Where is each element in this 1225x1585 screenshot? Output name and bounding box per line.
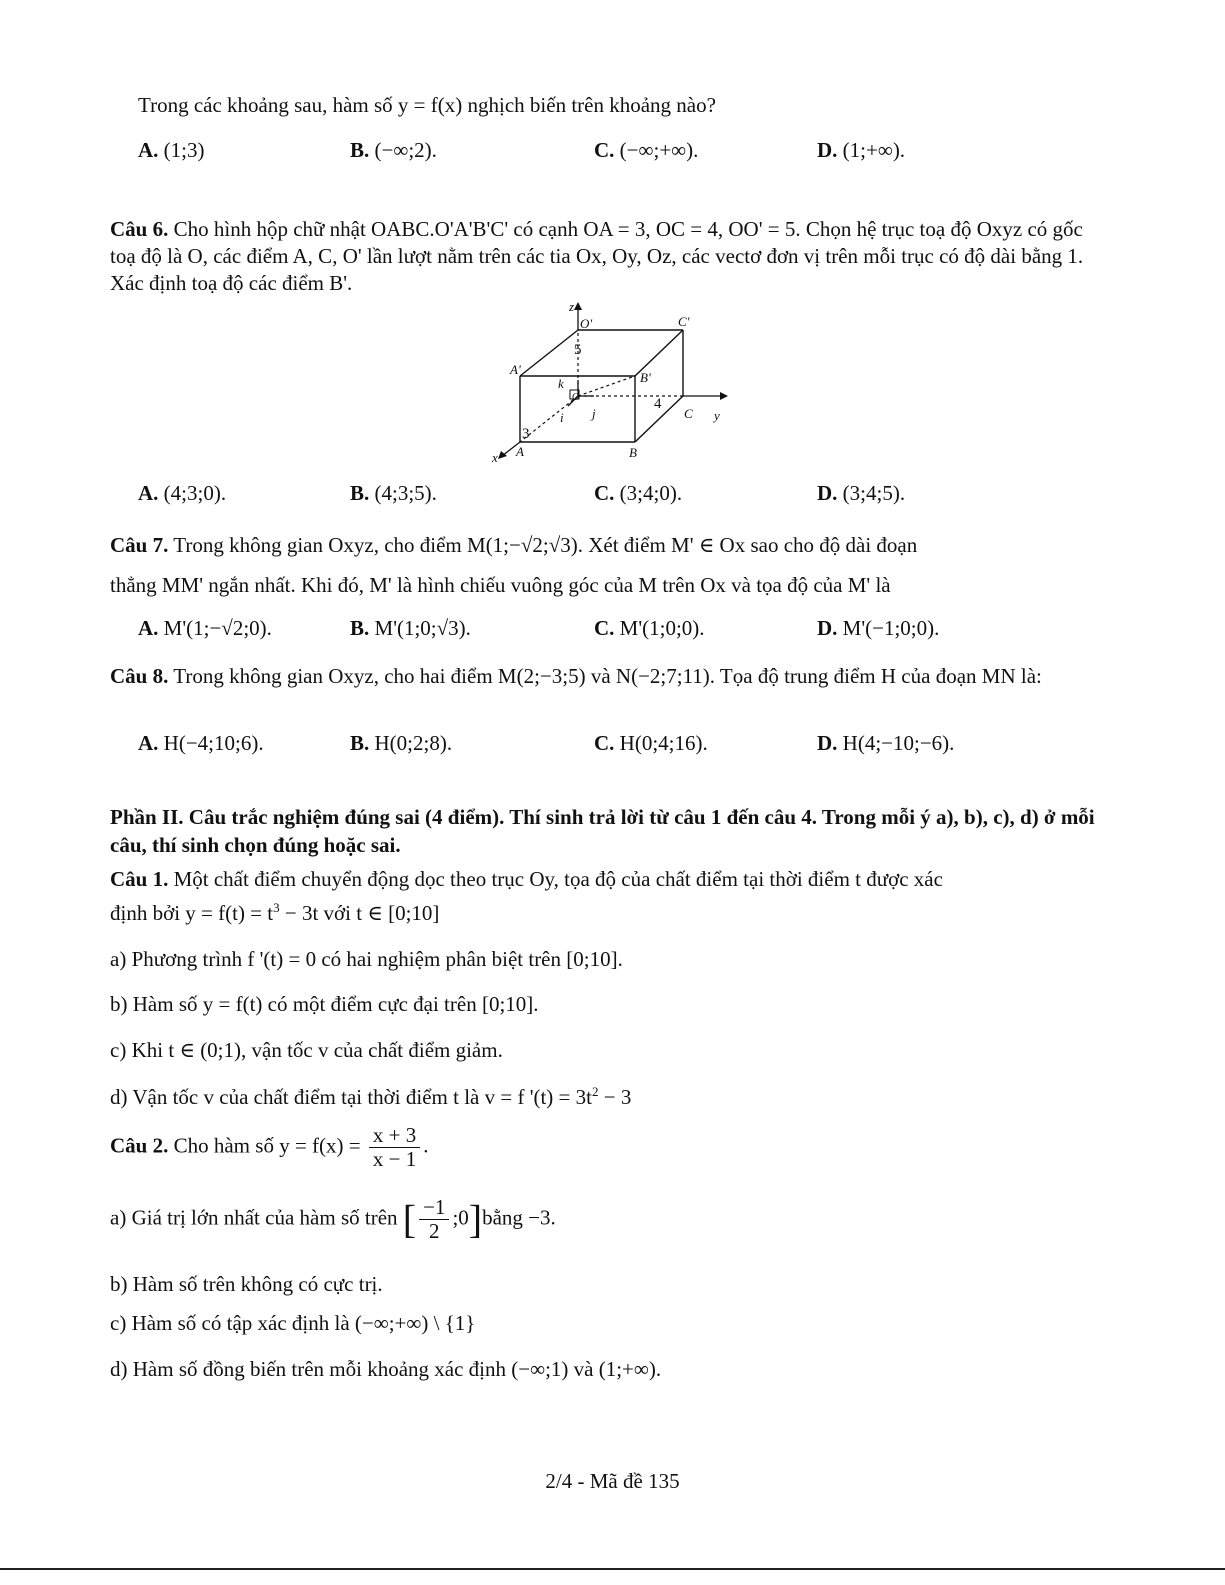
axis-label-y: y	[714, 408, 720, 423]
option-label: B.	[350, 481, 370, 505]
p2q2-item-d: d) Hàm số đồng biến trên mỗi khoảng xác định (−∞;1) và (1;+∞).	[110, 1357, 662, 1381]
q8-option-d	[817, 730, 954, 756]
vertex-c-top: C'	[678, 314, 690, 329]
option-label: C.	[594, 731, 615, 755]
period: .	[423, 1133, 429, 1158]
exponent: 2	[591, 1084, 599, 1099]
q6-option-d	[817, 480, 905, 506]
vertex-c: C	[684, 406, 693, 421]
question-text: Trong không gian Oxyz, cho hai điểm M(2;−3;5) và N(−2;7;11). Tọa độ trung điểm H của đoạn MN là:	[173, 664, 1042, 688]
option-label: B.	[350, 731, 370, 755]
option-label: C.	[594, 481, 615, 505]
q6-option-c	[594, 480, 682, 506]
vector-k: k	[558, 376, 564, 391]
fraction-numerator: x + 3	[369, 1124, 420, 1148]
bracket-right: ]	[468, 1196, 483, 1242]
question-label: Câu 8.	[110, 664, 169, 688]
option-text: H(4;−10;−6).	[842, 731, 955, 755]
option-text: (1;3)	[163, 138, 205, 162]
interval-end: ;0	[452, 1205, 469, 1230]
p2q2-stem	[110, 1124, 1110, 1171]
edge-number-4: 4	[654, 396, 662, 412]
question-text: Một chất điểm chuyển động dọc theo trục Oy, tọa độ của chất điểm tại thời điểm t được xác	[173, 867, 943, 891]
option-label: A.	[138, 481, 159, 505]
line-text: − 3t với t ∈ [0;10]	[279, 901, 440, 925]
q7-option-b	[350, 615, 471, 641]
vector-j: j	[592, 406, 596, 421]
vector-i: i	[560, 410, 564, 425]
q7-line2: thẳng MM' ngắn nhất. Khi đó, M' là hình chiếu vuông góc của M trên Ox và tọa độ của M' là	[110, 573, 891, 597]
axis-label-x: x	[492, 450, 498, 465]
option-label: B.	[350, 138, 370, 162]
option-label: D.	[817, 616, 838, 640]
q6-option-a	[138, 480, 226, 506]
option-text: M'(1;0;√3).	[374, 616, 471, 640]
question-label: Câu 6.	[110, 217, 169, 241]
item-text: bằng −3.	[482, 1205, 556, 1230]
q6-stem	[110, 216, 1100, 297]
vertex-o-top: O'	[580, 316, 593, 331]
question-label: Câu 1.	[110, 867, 169, 891]
q8-stem	[110, 662, 1100, 690]
q7-option-a	[138, 615, 272, 641]
option-text: M'(1;0;0).	[619, 616, 705, 640]
line-text: d) Vận tốc v của chất điểm tại thời điểm t là v = f '(t) = 3t	[110, 1085, 592, 1109]
q7-line1	[110, 532, 1110, 558]
option-text: M'(1;−√2;0).	[163, 616, 272, 640]
option-text: (4;3;5).	[374, 481, 437, 505]
option-label: C.	[594, 616, 615, 640]
question-label: Câu 2.	[110, 1133, 169, 1158]
option-label: B.	[350, 616, 370, 640]
question-label: Câu 7.	[110, 533, 169, 557]
option-text: (−∞;+∞).	[619, 138, 699, 162]
q8-option-b	[350, 730, 452, 756]
option-text: (3;4;5).	[842, 481, 906, 505]
part2-heading: Phần II. Câu trắc nghiệm đúng sai (4 điểm). Thí sinh trả lời từ câu 1 đến câu 4. Trong mỗi ý a), b), c), d) ở mỗi câu, thí sinh chọn đúng hoặc sai.	[110, 805, 1095, 857]
p2q1-line2	[110, 900, 1110, 926]
fraction-denominator: x − 1	[372, 1147, 417, 1172]
vertex-b-top: B'	[640, 370, 651, 385]
option-text: H(0;2;8).	[374, 731, 453, 755]
q5-option-c	[594, 137, 698, 163]
q5-option-a	[138, 137, 205, 163]
q5-option-b	[350, 137, 437, 163]
question-text: Cho hình hộp chữ nhật OABC.O'A'B'C' có cạnh OA = 3, OC = 4, OO' = 5. Chọn hệ trục toạ độ Oxyz có gốc toạ độ là O, các điểm A, C, O' lần lượt nằm trên các tia Ox, Oy, Oz, các vectơ đơn vị trên mỗi trục có độ dài bằng 1. Xác định toạ độ các điểm B'.	[110, 217, 1084, 295]
q6-option-b	[350, 480, 437, 506]
fraction-numerator: −1	[419, 1196, 449, 1220]
p2q1-item-a: a) Phương trình f '(t) = 0 có hai nghiệm phân biệt trên [0;10].	[110, 947, 623, 971]
option-text: M'(−1;0;0).	[842, 616, 940, 640]
option-text: (−∞;2).	[374, 138, 437, 162]
p2q2-item-a	[110, 1196, 1110, 1243]
option-label: D.	[817, 481, 838, 505]
option-label: D.	[817, 731, 838, 755]
p2q1-item-b: b) Hàm số y = f(t) có một điểm cực đại trên [0;10].	[110, 992, 539, 1016]
option-text: (4;3;0).	[163, 481, 227, 505]
axis-label-z: z	[569, 299, 575, 314]
fraction	[369, 1124, 420, 1171]
cuboid-figure	[488, 296, 748, 471]
p2q2-item-c: c) Hàm số có tập xác định là (−∞;+∞) \ {1}	[110, 1311, 476, 1335]
q5-option-d	[817, 137, 905, 163]
option-label: A.	[138, 731, 159, 755]
exponent: 3	[273, 900, 280, 915]
q5-stem: Trong các khoảng sau, hàm số y = f(x) nghịch biến trên khoảng nào?	[138, 93, 716, 117]
q8-option-c	[594, 730, 708, 756]
p2q1-item-c: c) Khi t ∈ (0;1), vận tốc v của chất điểm giảm.	[110, 1038, 503, 1062]
bracket-left: [	[402, 1196, 417, 1242]
option-text: (3;4;0).	[619, 481, 683, 505]
question-text: Cho hàm số y = f(x) =	[173, 1133, 361, 1158]
vertex-b: B	[629, 445, 637, 460]
p2q1-line1	[110, 866, 1110, 892]
option-label: A.	[138, 138, 159, 162]
question-text: Trong không gian Oxyz, cho điểm M(1;−√2;√3). Xét điểm M' ∈ Ox sao cho độ dài đoạn	[173, 533, 918, 557]
q7-option-d	[817, 615, 939, 641]
fraction	[419, 1196, 449, 1243]
line-text: − 3	[598, 1085, 632, 1109]
option-label: D.	[817, 138, 838, 162]
fraction-denominator: 2	[429, 1219, 440, 1244]
page-bottom-rule	[0, 1568, 1225, 1570]
vertex-o: O	[572, 392, 580, 403]
vertex-a: A	[516, 444, 524, 459]
edge-number-3: 3	[522, 426, 530, 442]
option-text: H(−4;10;6).	[163, 731, 264, 755]
q7-option-c	[594, 615, 705, 641]
vertex-a-top: A'	[510, 362, 521, 377]
line-text: định bởi y = f(t) = t	[110, 901, 274, 925]
option-label: A.	[138, 616, 159, 640]
item-text: a) Giá trị lớn nhất của hàm số trên	[110, 1205, 398, 1230]
p2q2-item-b: b) Hàm số trên không có cực trị.	[110, 1272, 383, 1296]
q8-option-a	[138, 730, 264, 756]
option-text: (1;+∞).	[842, 138, 906, 162]
option-text: H(0;4;16).	[619, 731, 708, 755]
p2q1-item-d	[110, 1084, 1110, 1110]
edge-number-5: 5	[574, 342, 582, 358]
page-footer: 2/4 - Mã đề 135	[545, 1469, 680, 1493]
option-label: C.	[594, 138, 615, 162]
